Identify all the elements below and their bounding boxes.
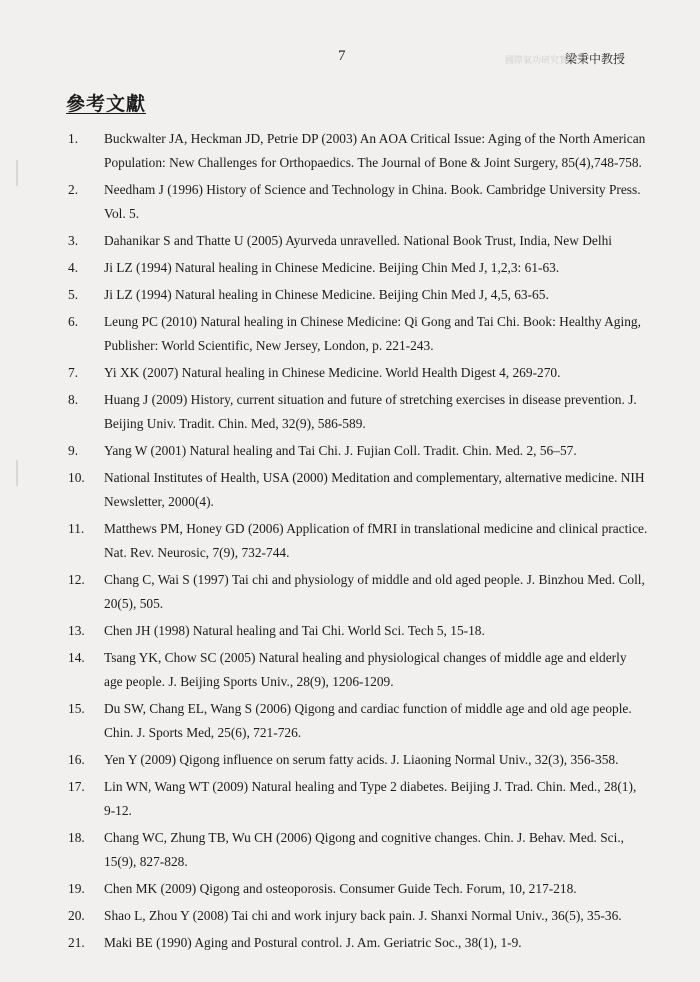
reference-item (68, 775, 648, 823)
reference-number: 17. (68, 779, 85, 794)
reference-text: Chen JH (1998) Natural healing and Tai Chi. World Sci. Tech 5, 15-18. (104, 623, 485, 638)
reference-item (68, 697, 648, 745)
reference-text: Du SW, Chang EL, Wang S (2006) Qigong and cardiac function of middle age and old age people. Chin. J. Sports Med, 25(6), 721-726. (104, 701, 632, 740)
binding-mark (16, 460, 18, 486)
reference-number: 14. (68, 650, 85, 665)
reference-item (68, 178, 648, 226)
reference-item (68, 229, 648, 253)
reference-number: 10. (68, 470, 85, 485)
reference-item (68, 646, 648, 694)
reference-number: 16. (68, 752, 85, 767)
reference-item (68, 127, 648, 175)
reference-item (68, 826, 648, 874)
reference-text: Chen MK (2009) Qigong and osteoporosis. Consumer Guide Tech. Forum, 10, 217-218. (104, 881, 577, 896)
reference-item (68, 361, 648, 385)
reference-item (68, 904, 648, 928)
reference-number: 19. (68, 881, 85, 896)
reference-item (68, 466, 648, 514)
reference-text: National Institutes of Health, USA (2000) Meditation and complementary, alternative medicine. NIH Newsletter, 2000(4). (104, 470, 645, 509)
reference-text: Chang WC, Zhung TB, Wu CH (2006) Qigong and cognitive changes. Chin. J. Behav. Med. Sci., 15(9), 827-828. (104, 830, 625, 869)
reference-number: 7. (68, 365, 79, 380)
reference-text: Lin WN, Wang WT (2009) Natural healing and Type 2 diabetes. Beijing J. Trad. Chin. Med., 28(1), 9-12. (104, 779, 637, 818)
reference-text: Yang W (2001) Natural healing and Tai Chi. J. Fujian Coll. Tradit. Chin. Med. 2, 56–57. (104, 443, 577, 458)
reference-number: 15. (68, 701, 85, 716)
reference-text: Shao L, Zhou Y (2008) Tai chi and work injury back pain. J. Shanxi Normal Univ., 36(5), 35-36. (104, 908, 622, 923)
reference-number: 20. (68, 908, 85, 923)
page-number: 7 (338, 48, 346, 64)
reference-text: Maki BE (1990) Aging and Postural control. J. Am. Geriatric Soc., 38(1), 1-9. (104, 935, 522, 950)
reference-item (68, 877, 648, 901)
bleed-through-text: 國際氣功研究實驗 (505, 56, 578, 66)
binding-mark (16, 160, 18, 186)
reference-number: 6. (68, 314, 79, 329)
reference-number: 4. (68, 260, 79, 275)
author-name: 梁秉中教授 (565, 52, 626, 66)
reference-item (68, 619, 648, 643)
reference-number: 8. (68, 392, 79, 407)
reference-text: Chang C, Wai S (1997) Tai chi and physiology of middle and old aged people. J. Binzhou Med. Coll, 20(5), 505. (104, 572, 645, 611)
reference-item (68, 748, 648, 772)
reference-text: Needham J (1996) History of Science and Technology in China. Book. Cambridge University Press. Vol. 5. (104, 182, 641, 221)
reference-number: 12. (68, 572, 85, 587)
reference-item (68, 388, 648, 436)
reference-text: Ji LZ (1994) Natural healing in Chinese Medicine. Beijing Chin Med J, 1,2,3: 61-63. (104, 260, 560, 275)
reference-text: Buckwalter JA, Heckman JD, Petrie DP (2003) An AOA Critical Issue: Aging of the North American Population: New Challenges for Orthopaedics. The Journal of Bone & Joint Surgery, 85(4),748-758. (104, 131, 646, 170)
reference-item (68, 439, 648, 463)
reference-number: 3. (68, 233, 79, 248)
reference-number: 9. (68, 443, 79, 458)
reference-text: Yen Y (2009) Qigong influence on serum fatty acids. J. Liaoning Normal Univ., 32(3), 356-358. (104, 752, 619, 767)
reference-number: 5. (68, 287, 79, 302)
reference-text: Yi XK (2007) Natural healing in Chinese Medicine. World Health Digest 4, 269-270. (104, 365, 561, 380)
reference-text: Huang J (2009) History, current situation and future of stretching exercises in disease prevention. J. Beijing Univ. Tradit. Chin. Med, 32(9), 586-589. (104, 392, 637, 431)
reference-item (68, 931, 648, 955)
reference-text: Leung PC (2010) Natural healing in Chinese Medicine: Qi Gong and Tai Chi. Book: Healthy Aging, Publisher: World Scientific, New Jersey, London, p. 221-243. (104, 314, 641, 353)
references-heading: 參考文獻 (66, 93, 147, 115)
reference-text: Dahanikar S and Thatte U (2005) Ayurveda unravelled. National Book Trust, India, New Delhi (104, 233, 613, 248)
reference-list (68, 127, 648, 958)
reference-number: 21. (68, 935, 85, 950)
reference-number: 18. (68, 830, 85, 845)
reference-item (68, 568, 648, 616)
reference-item (68, 283, 648, 307)
reference-number: 1. (68, 131, 79, 146)
reference-item (68, 256, 648, 280)
reference-item (68, 517, 648, 565)
reference-number: 13. (68, 623, 85, 638)
reference-item (68, 310, 648, 358)
reference-number: 2. (68, 182, 79, 197)
reference-text: Ji LZ (1994) Natural healing in Chinese Medicine. Beijing Chin Med J, 4,5, 63-65. (104, 287, 549, 302)
reference-number: 11. (68, 521, 85, 536)
reference-text: Tsang YK, Chow SC (2005) Natural healing and physiological changes of middle age and elderly age people. J. Beijing Sports Univ., 28(9), 1206-1209. (104, 650, 627, 689)
reference-text: Matthews PM, Honey GD (2006) Application of fMRI in translational medicine and clinical practice. Nat. Rev. Neurosic, 7(9), 732-744. (104, 521, 648, 560)
